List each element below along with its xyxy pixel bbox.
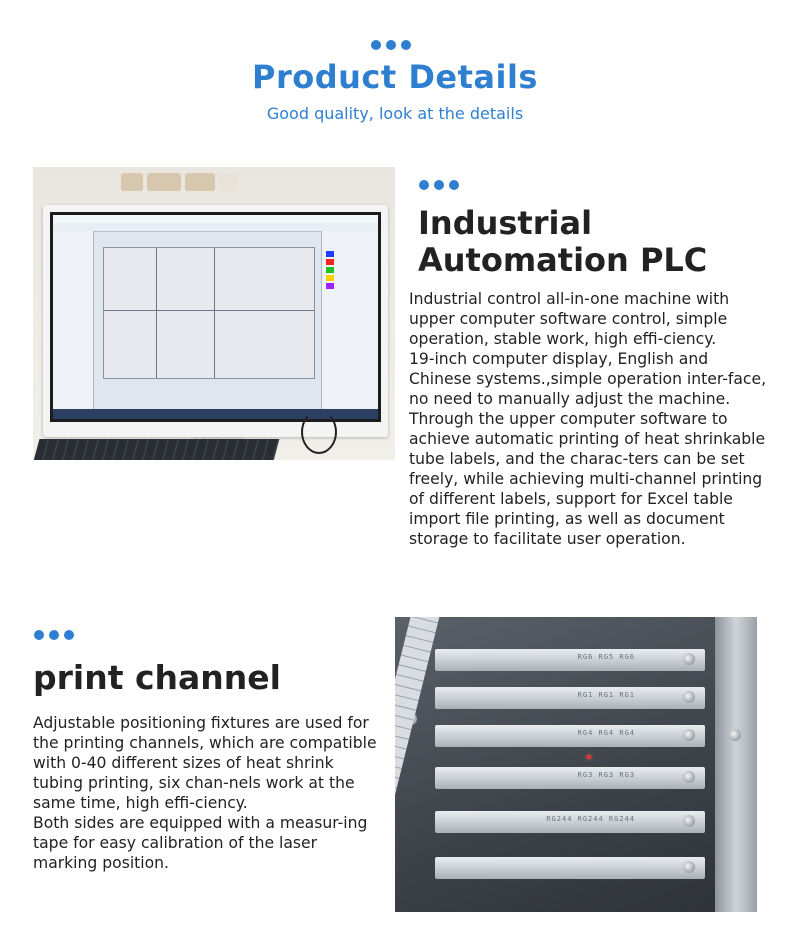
shelf-object (219, 173, 237, 191)
screw-icon (729, 729, 741, 741)
plc-dots-decoration (419, 180, 459, 190)
plc-paragraph: 19-inch computer display, English and Chinese systems.,simple operation inter-face, no need to manually adjust the machine. (409, 350, 767, 408)
monitor-cable (301, 410, 337, 454)
dot-icon (401, 40, 411, 50)
dot-icon (371, 40, 381, 50)
shelf-object (147, 173, 181, 191)
dot-icon (449, 180, 459, 190)
page-subtitle: Good quality, look at the details (266, 104, 524, 123)
plc-description (409, 289, 774, 549)
monitor-screen (50, 212, 381, 422)
dot-icon (419, 180, 429, 190)
channel-dots-decoration (34, 630, 74, 640)
channel-paragraph: Both sides are equipped with a measur-ing tape for easy calibration of the laser marking position. (33, 814, 368, 872)
software-left-panel (53, 231, 94, 409)
screw-icon (683, 815, 695, 827)
software-right-panel (321, 231, 378, 409)
fixture-rail (435, 857, 705, 879)
dot-icon (49, 630, 59, 640)
header-dots-decoration (371, 40, 411, 50)
dot-icon (64, 630, 74, 640)
fixture-rail: RG244 RG244 RG244 (435, 811, 705, 833)
measuring-tape (395, 617, 440, 912)
fixture-photo (395, 617, 757, 912)
shelf-object (185, 173, 215, 191)
software-window (53, 215, 378, 419)
side-rail (715, 617, 757, 912)
laser-dot (587, 755, 591, 759)
shelf-object (121, 173, 143, 191)
monitor-frame (43, 205, 388, 437)
page-title: Product Details (252, 58, 538, 96)
fixture-rail: RG1 RG1 RG1 (435, 687, 705, 709)
software-canvas (103, 247, 315, 379)
screw-icon (683, 729, 695, 741)
monitor-photo (33, 167, 395, 460)
fixture-rail: RG4 RG4 RG4 (435, 725, 705, 747)
screw-icon (683, 691, 695, 703)
fixture-rail: RG3 RG3 RG3 (435, 767, 705, 789)
dot-icon (34, 630, 44, 640)
dot-icon (434, 180, 444, 190)
fixture-rail: RG6 RG5 RG6 (435, 649, 705, 671)
plc-paragraph: Industrial control all-in-one machine with upper computer software control, simple operation, stable work, high effi-ciency. (409, 290, 730, 348)
keyboard (33, 439, 279, 460)
channel-description (33, 713, 383, 873)
channel-section-title: print channel (33, 658, 281, 697)
screw-icon (683, 771, 695, 783)
plc-paragraph: Through the upper computer software to achieve automatic printing of heat shrinkable tube labels, and the charac-ters can be set freely, while achieving multi-channel printing of different labels, support for Excel table import file printing, as well as document storage to facilitate user operation. (409, 410, 766, 548)
plc-section-title: Industrial Automation PLC (418, 204, 708, 279)
screw-icon (683, 653, 695, 665)
dot-icon (386, 40, 396, 50)
channel-paragraph: Adjustable positioning fixtures are used for the printing channels, which are compatible with 0-40 different sizes of heat shrink tubing printing, six chan-nels work at the same time, high effi-ciency. (33, 714, 377, 812)
screw-icon (683, 861, 695, 873)
